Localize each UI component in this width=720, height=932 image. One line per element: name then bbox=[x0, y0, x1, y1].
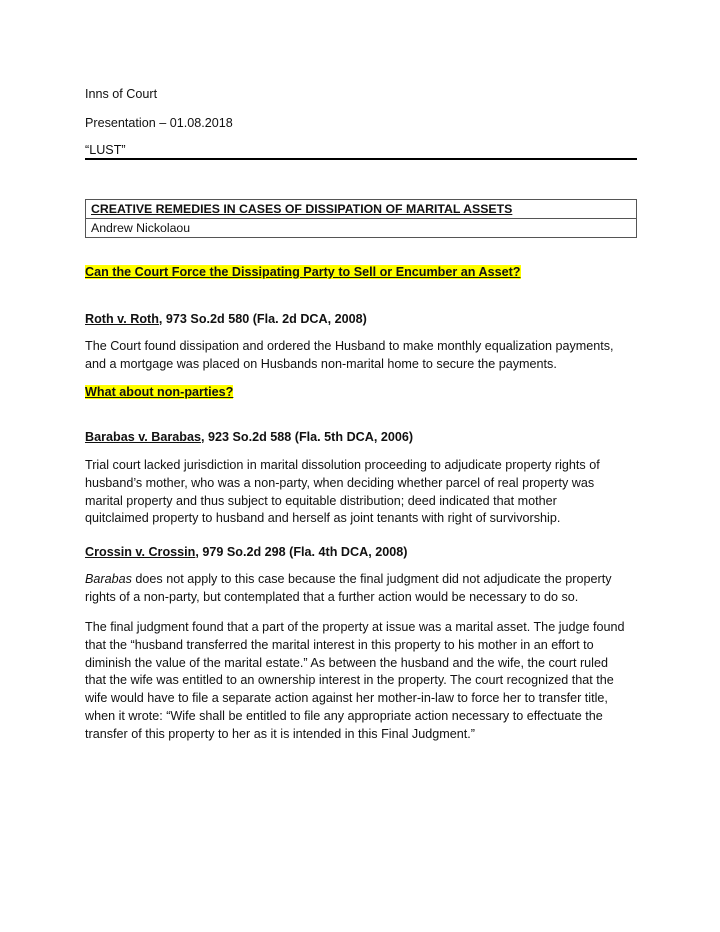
body-line: rights of a non-party, but contemplated that a further action would be necessary to do so. bbox=[85, 589, 579, 604]
body-line: and a mortgage was placed on Husbands non-marital home to secure the payments. bbox=[85, 356, 557, 371]
body-line: that the wife was entitled to an ownership interest in the property. The court recognized that the bbox=[85, 673, 614, 688]
body-line: wife would have to file a separate action against her mother-in-law to force her to transfer title, bbox=[85, 691, 608, 706]
header-topic: “LUST” bbox=[85, 143, 126, 157]
case-name: Roth v. Roth bbox=[85, 312, 159, 326]
body-line: husband’s mother, who was a non-party, when deciding whether parcel of real property was bbox=[85, 475, 595, 490]
header-org: Inns of Court bbox=[85, 87, 158, 101]
case-body-crossin-1 bbox=[85, 571, 637, 607]
case-body-roth bbox=[85, 338, 637, 374]
body-line: that the “husband transferred the marital interest in this property to his mother in an effort to bbox=[85, 637, 594, 652]
body-line: Trial court lacked jurisdiction in marital dissolution proceeding to adjudicate property rights of bbox=[85, 458, 600, 472]
header-divider bbox=[85, 158, 637, 160]
body-line: The final judgment found that a part of the property at issue was a marital asset. The judge found bbox=[85, 620, 625, 634]
case-citation: , 973 So.2d 580 (Fla. 2d DCA, 2008) bbox=[158, 312, 367, 326]
question-2-text: What about non-parties? bbox=[85, 385, 234, 399]
document-title: CREATIVE REMEDIES IN CASES OF DISSIPATION OF MARITAL ASSETS bbox=[91, 202, 513, 216]
case-body-crossin-2 bbox=[85, 619, 637, 744]
case-heading-crossin bbox=[85, 545, 407, 559]
case-heading-roth bbox=[85, 312, 367, 326]
case-reference-italic: Barabas bbox=[85, 572, 132, 586]
body-line: when it wrote: “Wife shall be entitled to file any appropriate action necessary to effectuate the bbox=[85, 708, 603, 723]
question-1-text: Can the Court Force the Dissipating Party to Sell or Encumber an Asset? bbox=[85, 265, 521, 279]
body-line: The Court found dissipation and ordered the Husband to make monthly equalization payments, bbox=[85, 339, 614, 353]
body-line bbox=[85, 571, 637, 589]
case-citation: , 979 So.2d 298 (Fla. 4th DCA, 2008) bbox=[195, 545, 408, 559]
body-line: quitclaimed property to husband and herself as joint tenants with right of survivorship. bbox=[85, 511, 561, 526]
header-presentation-date: Presentation – 01.08.2018 bbox=[85, 116, 233, 130]
title-box bbox=[85, 199, 637, 238]
question-heading-1 bbox=[85, 265, 521, 279]
case-citation: , 923 So.2d 588 (Fla. 5th DCA, 2006) bbox=[200, 430, 414, 444]
body-line: diminish the value of the marital estate.” As between the husband and the wife, the court ruled bbox=[85, 655, 608, 670]
body-line: transfer of this property to her as it is intended in this Final Judgment.” bbox=[85, 726, 475, 741]
body-line: marital property and thus subject to equitable distribution; deed indicated that mother bbox=[85, 493, 557, 508]
case-heading-barabas bbox=[85, 430, 413, 444]
question-heading-2 bbox=[85, 385, 233, 399]
body-text: does not apply to this case because the final judgment did not adjudicate the property bbox=[131, 572, 612, 586]
case-body-barabas bbox=[85, 457, 637, 528]
case-name: Crossin v. Crossin bbox=[85, 545, 196, 559]
author-name: Andrew Nickolaou bbox=[86, 218, 636, 237]
case-name: Barabas v. Barabas bbox=[85, 430, 201, 444]
